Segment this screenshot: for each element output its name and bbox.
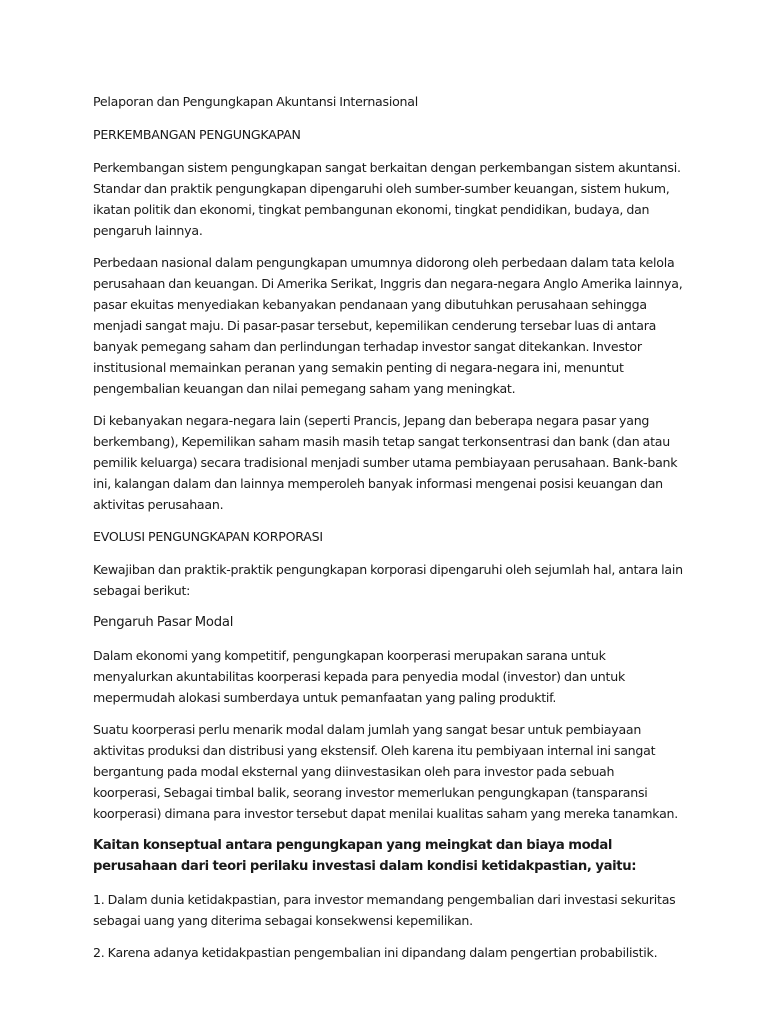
paragraph: Dalam ekonomi yang kompetitif, pengungkapan koorperasi merupakan sarana untuk menyalurkan akuntabilitas koorperasi kepada para penyedia modal (investor) dan untuk mepermudah alokasi sumberdaya untuk pemanfaatan yang paling produktif. — [93, 648, 626, 705]
document-title: Pelaporan dan Pengungkapan Akuntansi Internasional — [93, 94, 418, 109]
bold-paragraph: Kaitan konseptual antara pengungkapan yang meingkat dan biaya modal perusahaan dari teori perilaku investasi dalam kondisi ketidakpastian, yaitu: — [93, 838, 637, 874]
subheading-pasar-modal: Pengaruh Pasar Modal — [93, 615, 234, 630]
section-heading-evolusi: EVOLUSI PENGUNGKAPAN KORPORASI — [93, 529, 323, 544]
section-heading-perkembangan: PERKEMBANGAN PENGUNGKAPAN — [93, 127, 301, 142]
list-item: 2. Karena adanya ketidakpastian pengembalian ini dipandang dalam pengertian probabilistik. — [93, 945, 658, 960]
paragraph: Perbedaan nasional dalam pengungkapan umumnya didorong oleh perbedaan dalam tata kelola perusahaan dan keuangan. Di Amerika Serikat, Inggris dan negara-negara Anglo Amerika lainnya, pasar ekuitas menyediakan kebanyakan pendanaan yang dibutuhkan perusahaan sehingga menjadi sangat maju. Di pasar-pasar tersebut, kepemilikan cenderung tersebar luas di antara banyak pemegang saham dan perlindungan terhadap investor sangat ditekankan. Investor institusional memainkan peranan yang semakin penting di negara-negara ini, menuntut pengembalian keuangan dan nilai pemegang saham yang meningkat. — [93, 255, 683, 396]
document-page — [93, 91, 683, 974]
paragraph: Kewajiban dan praktik-praktik pengungkapan korporasi dipengaruhi oleh sejumlah hal, antara lain sebagai berikut: — [93, 562, 683, 598]
paragraph: Di kebanyakan negara-negara lain (seperti Prancis, Jepang dan beberapa negara pasar yang berkembang), Kepemilikan saham masih masih tetap sangat terkonsentrasi dan bank (dan atau pemilik keluarga) secara tradisional menjadi sumber utama pembiayaan perusahaan. Bank-bank ini, kalangan dalam dan lainnya memperoleh banyak informasi mengenai posisi keuangan dan aktivitas perusahaan. — [93, 413, 678, 512]
paragraph: Perkembangan sistem pengungkapan sangat berkaitan dengan perkembangan sistem akuntansi. Standar dan praktik pengungkapan dipengaruhi oleh sumber-sumber keuangan, sistem hukum, ikatan politik dan ekonomi, tingkat pembangunan ekonomi, tingkat pendidikan, budaya, dan pengaruh lainnya. — [93, 160, 681, 238]
list-item: 1. Dalam dunia ketidakpastian, para investor memandang pengembalian dari investasi sekuritas sebagai uang yang diterima sebagai konsekwensi kepemilikan. — [93, 892, 676, 928]
paragraph: Suatu koorperasi perlu menarik modal dalam jumlah yang sangat besar untuk pembiayaan aktivitas produksi dan distribusi yang ekstensif. Oleh karena itu pembiyaan internal ini sangat bergantung pada modal eksternal yang diinvestasikan oleh para investor pada sebuah koorperasi, Sebagai timbal balik, seorang investor memerlukan pengungkapan (tansparansi koorperasi) dimana para investor tersebut dapat menilai kualitas saham yang mereka tanamkan. — [93, 722, 679, 821]
